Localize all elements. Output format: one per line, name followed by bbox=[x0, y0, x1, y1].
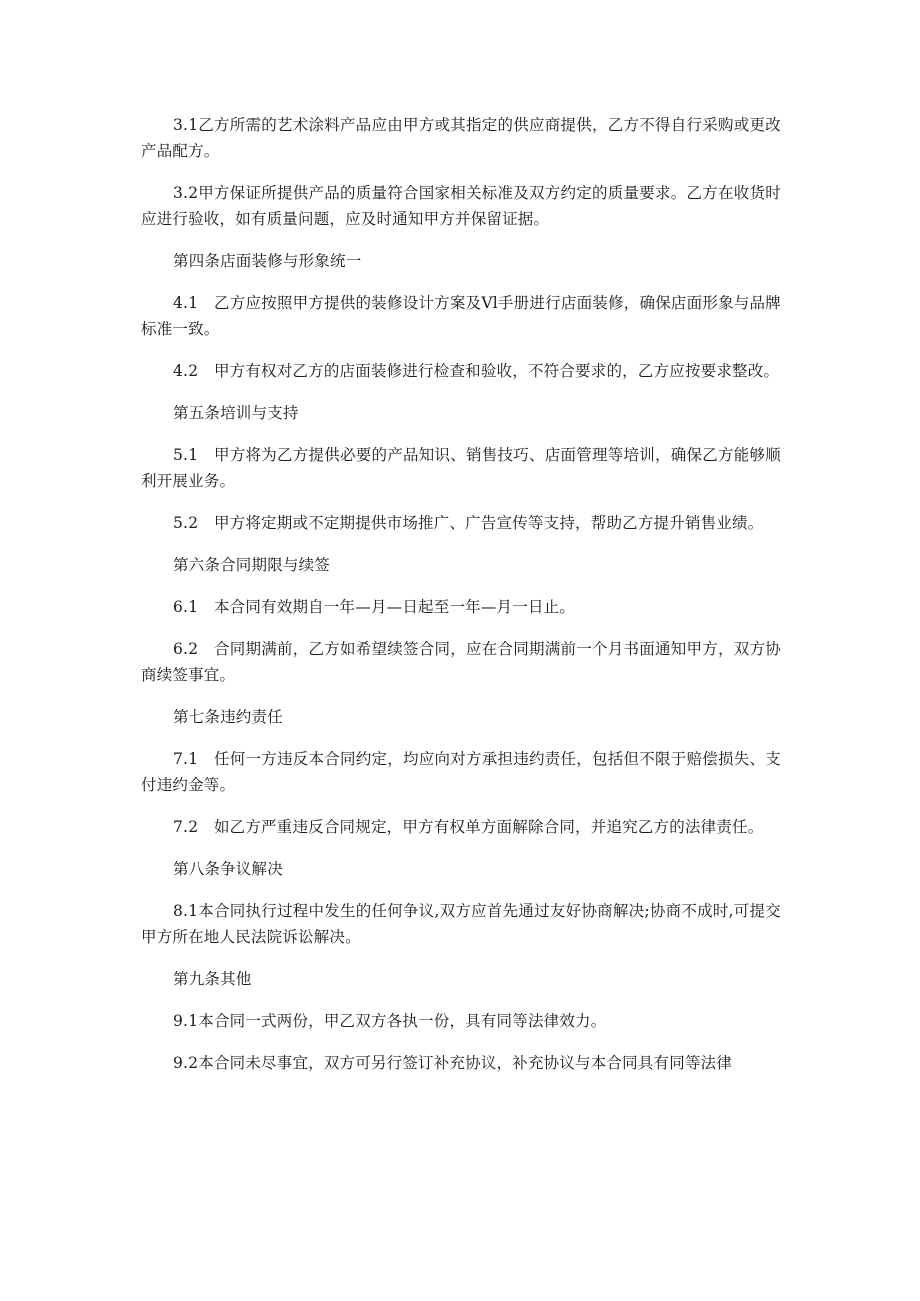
clause-7-1: 7.1 任何一方违反本合同约定，均应向对方承担违约责任，包括但不限于赔偿损失、支付违约金等。 bbox=[141, 750, 781, 794]
article-5-heading: 第五条培训与支持 bbox=[173, 404, 299, 422]
clause-3-2: 3.2甲方保证所提供产品的质量符合国家相关标准及双方约定的质量要求。乙方在收货时应进行验收，如有质量问题，应及时通知甲方并保留证据。 bbox=[141, 184, 781, 228]
clause-3-1: 3.1乙方所需的艺术涂料产品应由甲方或其指定的供应商提供，乙方不得自行采购或更改产品配方。 bbox=[141, 116, 781, 160]
article-9-heading: 第九条其他 bbox=[173, 970, 252, 988]
clause-4-1: 4.1 乙方应按照甲方提供的装修设计方案及Vl手册进行店面装修，确保店面形象与品牌标准一致。 bbox=[141, 294, 781, 338]
article-6-heading: 第六条合同期限与续签 bbox=[173, 556, 331, 574]
clause-7-2: 7.2 如乙方严重违反合同规定，甲方有权单方面解除合同，并追究乙方的法律责任。 bbox=[173, 818, 764, 836]
article-4-heading: 第四条店面装修与形象统一 bbox=[173, 252, 362, 270]
article-7-heading: 第七条违约责任 bbox=[173, 708, 283, 726]
clause-4-2: 4.2 甲方有权对乙方的店面装修进行检查和验收，不符合要求的，乙方应按要求整改。 bbox=[173, 362, 780, 380]
clause-5-1: 5.1 甲方将为乙方提供必要的产品知识、销售技巧、店面管理等培训，确保乙方能够顺利开展业务。 bbox=[141, 446, 781, 490]
clause-6-1: 6.1 本合同有效期自一年—月—日起至一年—月一日止。 bbox=[173, 598, 576, 616]
clause-9-1: 9.1本合同一式两份，甲乙双方各执一份，具有同等法律效力。 bbox=[173, 1012, 607, 1030]
clause-8-1: 8.1本合同执行过程中发生的任何争议,双方应首先通过友好协商解决;协商不成时,可提交甲方所在地人民法院诉讼解决。 bbox=[141, 902, 781, 946]
document-body bbox=[141, 112, 781, 1092]
clause-9-2: 9.2本合同未尽事宜，双方可另行签订补充协议，补充协议与本合同具有同等法律 bbox=[173, 1054, 733, 1072]
clause-6-2: 6.2 合同期满前，乙方如希望续签合同，应在合同期满前一个月书面通知甲方，双方协商续签事宜。 bbox=[141, 640, 781, 684]
article-8-heading: 第八条争议解决 bbox=[173, 860, 283, 878]
clause-5-2: 5.2 甲方将定期或不定期提供市场推广、广告宣传等支持，帮助乙方提升销售业绩。 bbox=[173, 514, 764, 532]
